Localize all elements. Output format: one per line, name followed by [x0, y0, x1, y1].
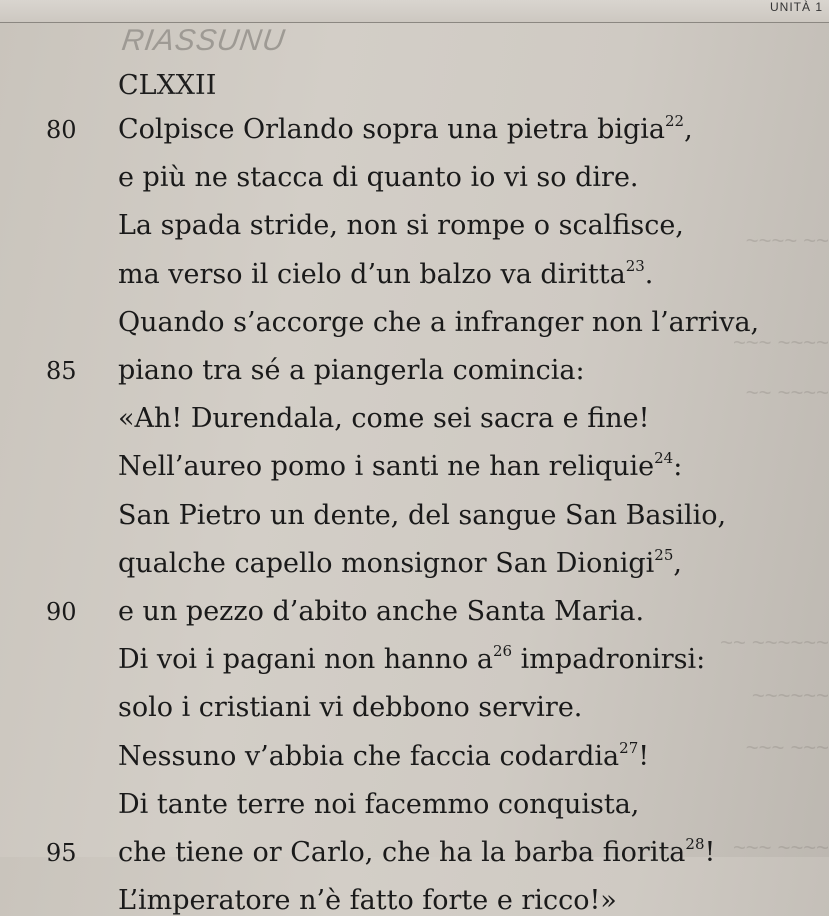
- verse-punctuation: impadronirsi:: [512, 644, 706, 675]
- verse-punctuation: ,: [673, 548, 682, 579]
- footnote-marker: 28: [685, 835, 705, 853]
- verse-line: [118, 598, 644, 625]
- verse-text: Di voi i pagani non hanno a: [118, 644, 493, 675]
- verse-line: [118, 887, 617, 914]
- verse-text: Nell’aureo pomo i santi ne han reliquie: [118, 451, 655, 482]
- bleed-through-text: ~~~ ~~~~: [732, 330, 829, 355]
- bleed-through-text: ~~~ ~~~~: [732, 835, 829, 860]
- verse-text: Quando s’accorge che a infranger non l’arriva,: [118, 307, 760, 338]
- unit-label: UNITÀ 1: [769, 0, 823, 14]
- verse-text: San Pietro un dente, del sangue San Basilio,: [118, 500, 727, 531]
- verse-text: ma verso il cielo d’un balzo va diritta: [118, 259, 626, 290]
- bleed-through-text: ~~~ ~~~: [745, 735, 829, 760]
- verse-punctuation: !: [638, 741, 650, 772]
- bleed-through-text: ~~ ~~~~~~: [720, 630, 829, 655]
- bleed-through-text: ~~~~~~: [751, 683, 829, 708]
- footnote-marker: 24: [654, 449, 674, 467]
- verse-punctuation: !: [704, 837, 716, 868]
- verse-line: [118, 112, 693, 145]
- handwritten-note: RIASSUNU: [119, 24, 288, 57]
- verse-text: L’imperatore n’è fatto forte e ricco!»: [118, 885, 617, 916]
- line-number: 95: [46, 839, 77, 867]
- verse-text: Di tante terre noi facemmo conquista,: [118, 789, 640, 820]
- verse-line: [118, 739, 650, 772]
- verse-line: [118, 257, 654, 290]
- verse-text: Nessuno v’abbia che faccia codardia: [118, 741, 620, 772]
- verse-punctuation: ,: [684, 114, 693, 145]
- verse-line: [118, 405, 649, 432]
- verse-text: La spada stride, non si rompe o scalfisce,: [118, 210, 684, 241]
- verse-line: [118, 835, 716, 868]
- verse-punctuation: .: [644, 259, 654, 290]
- verse-line: [118, 309, 759, 336]
- footnote-marker: 26: [493, 642, 513, 660]
- footnote-marker: 22: [665, 112, 685, 130]
- bleed-through-text: ~~ ~~~~: [745, 380, 829, 405]
- verse-text: «Ah! Durendala, come sei sacra e fine!: [118, 403, 650, 434]
- verse-text: che tiene or Carlo, che ha la barba fiorita: [118, 837, 686, 868]
- verse-line: [118, 694, 582, 721]
- stanza-number: CLXXII: [118, 70, 217, 101]
- line-number: 80: [46, 116, 77, 144]
- page-top-edge: [0, 0, 829, 23]
- bleed-through-text: ~~~~ ~~: [745, 228, 829, 253]
- verse-text: e un pezzo d’abito anche Santa Maria.: [118, 596, 645, 627]
- verse-text: e più ne stacca di quanto io vi so dire.: [118, 162, 639, 193]
- verse-text: solo i cristiani vi debbono servire.: [118, 692, 583, 723]
- footnote-marker: 27: [619, 739, 639, 757]
- verse-text: qualche capello monsignor San Dionigi: [118, 548, 655, 579]
- verse-line: [118, 642, 706, 675]
- verse-line: [118, 212, 684, 239]
- footnote-marker: 23: [625, 257, 645, 275]
- verse-line: [118, 164, 639, 191]
- verse-line: [118, 791, 639, 818]
- verse-line: [118, 502, 726, 529]
- verse-text: Colpisce Orlando sopra una pietra bigia: [118, 114, 666, 145]
- verse-line: [118, 449, 683, 482]
- verse-text: piano tra sé a piangerla comincia:: [118, 355, 585, 386]
- line-number: 85: [46, 357, 77, 385]
- line-number: 90: [46, 598, 77, 626]
- verse-line: [118, 357, 585, 384]
- verse-punctuation: :: [673, 451, 683, 482]
- verse-line: [118, 546, 682, 579]
- footnote-marker: 25: [654, 546, 674, 564]
